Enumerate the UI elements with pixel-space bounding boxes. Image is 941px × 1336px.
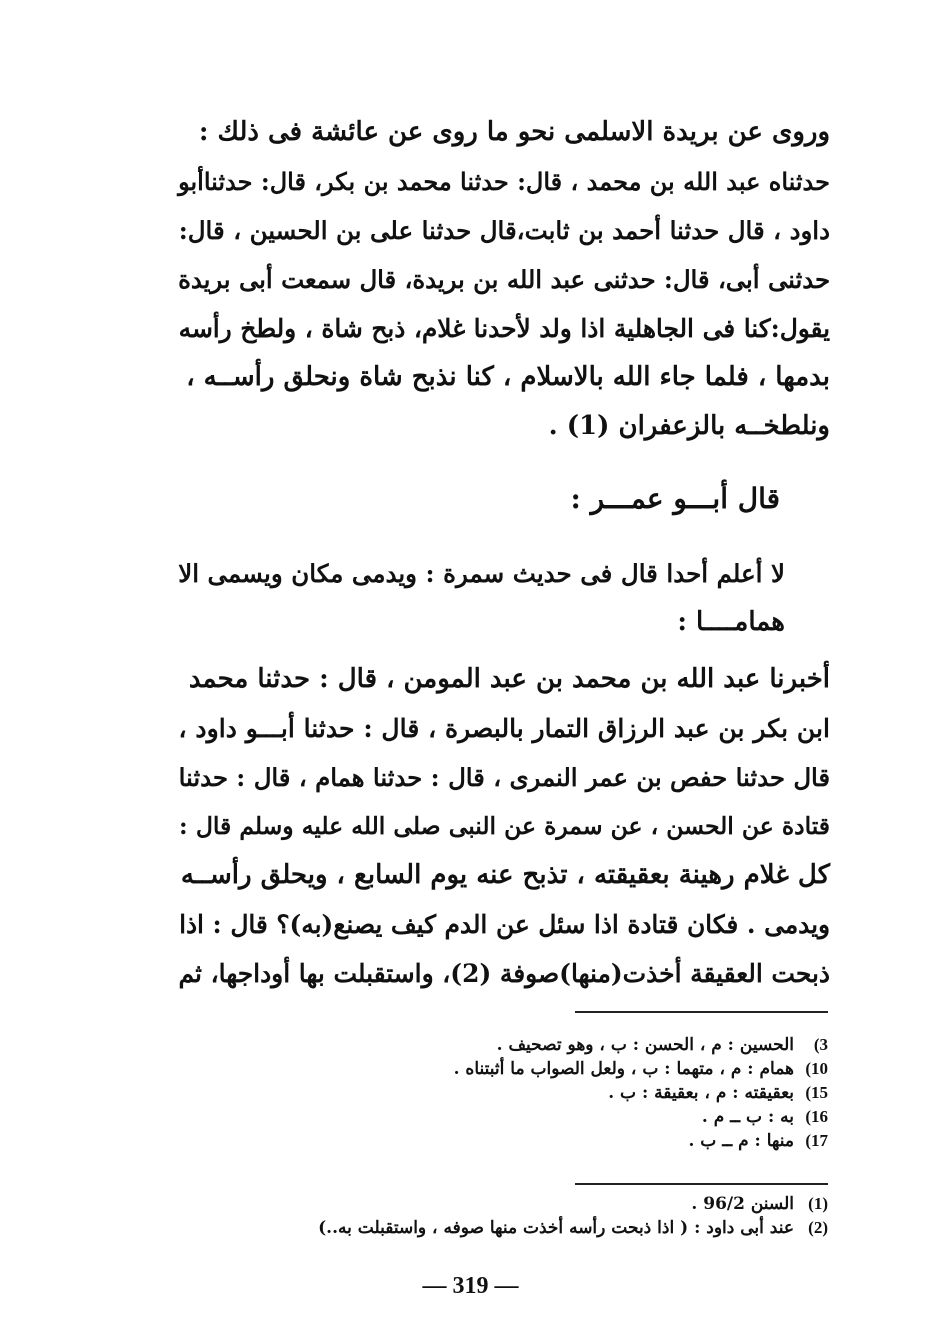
section-heading: قال أبـــو عمـــر :: [570, 482, 780, 515]
text-line: قتادة عن الحسن ، عن سمرة عن النبى صلى الله عليه وسلم قال :: [179, 812, 830, 840]
text-line: كل غلام رهينة بعقيقته ، تذبح عنه يوم السابع ، ويحلق رأســه: [180, 860, 830, 890]
note-text: همام : م ، متهما : ب ، ولعل الصواب ما أثبتناه .: [453, 1059, 794, 1079]
text-line: حدثنى أبى، قال: حدثنى عبد الله بن بريدة، قال سمعت أبى بريدة: [178, 265, 830, 294]
footnote-number: (1): [808, 1194, 828, 1213]
text-line: ابن بكر بن عبد الرزاق التمار بالبصرة ، قال : حدثنا أبـــو داود ،: [178, 713, 830, 743]
text-line: يقول:كنا فى الجاهلية اذا ولد لأحدنا غلام، ذبح شاة ، ولطخ رأسه: [178, 314, 830, 343]
note-text: منها : م ــ ب .: [688, 1131, 794, 1151]
note-text: الحسين : م ، الحسن : ب ، وهو تصحيف .: [496, 1035, 794, 1055]
footnote-divider: [575, 1183, 828, 1185]
text-line: حدثناه عبد الله بن محمد ، قال: حدثنا محمد بن بكر، قال: حدثناأبو: [178, 167, 830, 196]
note-number: 17): [805, 1131, 828, 1150]
variant-notes: [268, 1033, 828, 1153]
variant-note: [268, 1033, 828, 1057]
note-number: 3): [813, 1035, 828, 1054]
text-line: قال حدثنا حفص بن عمر النمرى ، قال : حدثنا همام ، قال : حدثنا: [178, 763, 830, 792]
note-number: 10): [805, 1059, 828, 1078]
paragraph-samura-narration: [165, 655, 830, 998]
variant-note: [268, 1081, 828, 1105]
text-line: ونلطخــه بالزعفران (1) .: [548, 411, 830, 441]
text-line: أخبرنا عبد الله بن محمد بن عبد المومن ، قال : حدثنا محمد: [188, 664, 830, 694]
footnotes: [148, 1192, 828, 1240]
footnote-number: (2): [808, 1218, 828, 1237]
footnote: [148, 1192, 828, 1216]
paragraph-bariyda-narration: [165, 108, 830, 451]
text-line: ويدمى . فكان قتادة اذا سئل عن الدم كيف يصنع(به)؟ قال : اذا: [179, 910, 830, 939]
text-line: وروى عن بريدة الاسلمى نحو ما روى عن عائشة فى ذلك :: [198, 117, 830, 147]
variant-note: [268, 1129, 828, 1153]
text-line: داود ، قال حدثنا أحمد بن ثابت،قال حدثنا على بن الحسين ، قال:: [178, 216, 830, 245]
variant-note: [268, 1105, 828, 1129]
text-line: بدمها ، فلما جاء الله بالاسلام ، كنا نذبح شاة ونحلق رأســه ،: [186, 362, 830, 392]
page-number: — 319 —: [422, 1273, 519, 1299]
note-text: به : ب ــ م .: [701, 1107, 794, 1127]
text-line: ذبحت العقيقة أخذت(منها)صوفة (2)، واستقبلت بها أوداجها، ثم: [178, 959, 830, 988]
footnote-text: عند أبى داود : ( اذا ذبحت رأسه أخذت منها صوفه ، واستقبلت به..): [318, 1218, 794, 1238]
paragraph-samura-remark: [165, 549, 785, 647]
variant-note: [268, 1057, 828, 1081]
footnote-divider: [575, 1011, 828, 1013]
text-line: همامــــا :: [677, 607, 785, 637]
note-number: 16): [805, 1107, 828, 1126]
text-line: لا أعلم أحدا قال فى حديث سمرة : ويدمى مكان ويسمى الا: [178, 559, 785, 588]
note-number: 15): [805, 1083, 828, 1102]
footnote-text: السنن 96/2 .: [691, 1194, 794, 1214]
note-text: بعقيقته : م ، بعقيقة : ب .: [608, 1083, 794, 1103]
footnote: [148, 1216, 828, 1240]
